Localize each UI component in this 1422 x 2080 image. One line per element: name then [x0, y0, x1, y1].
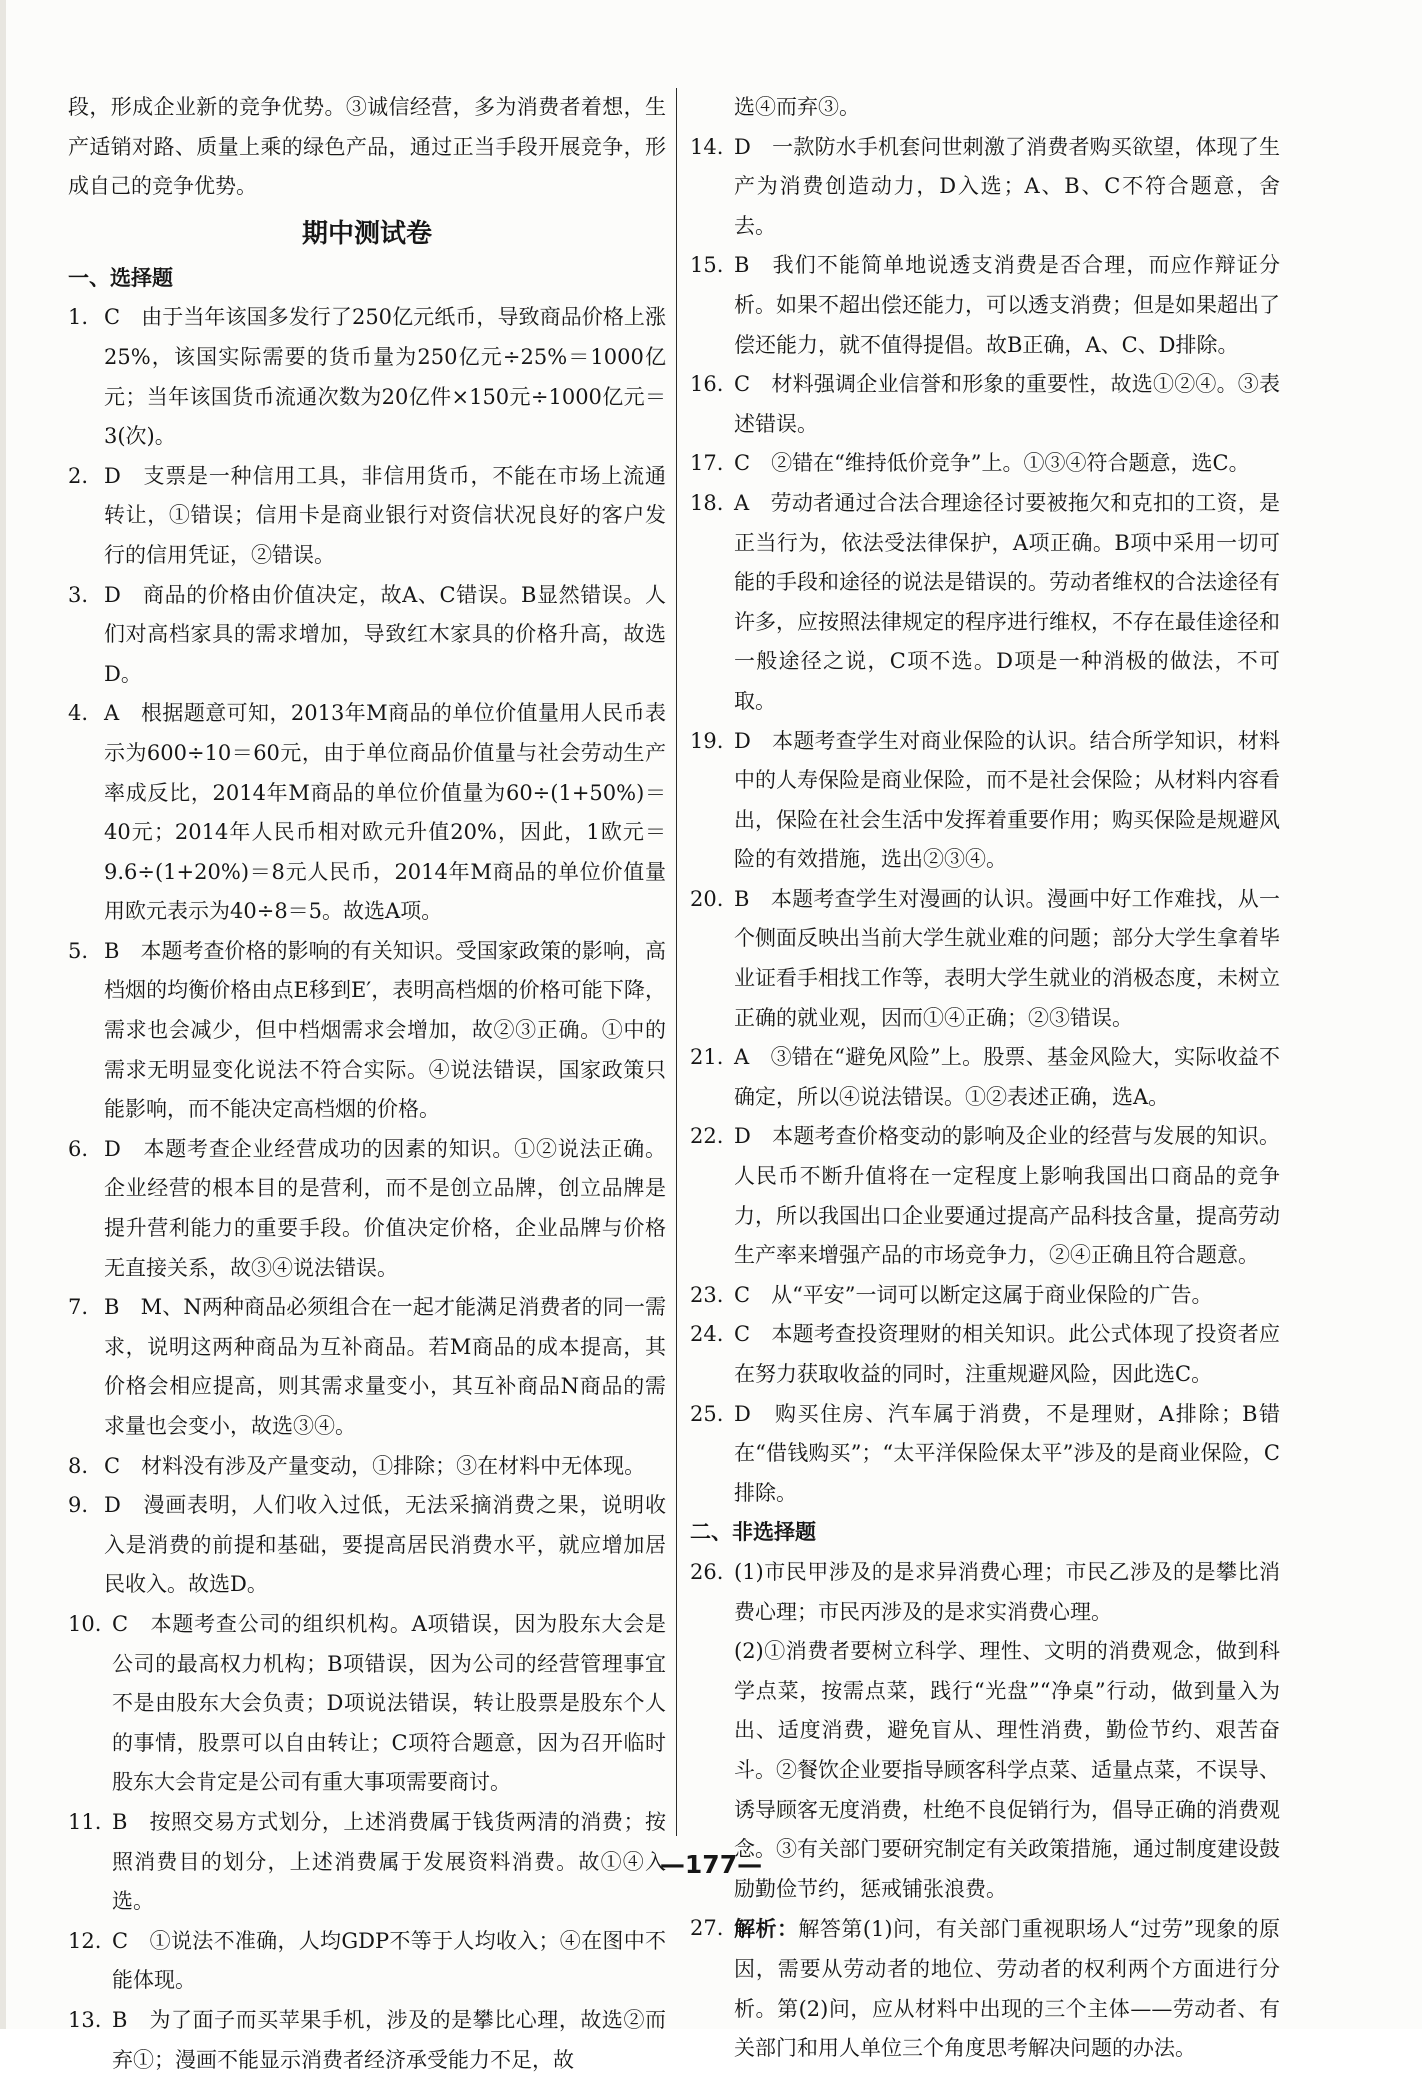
- answer-number: 4.: [68, 701, 89, 726]
- answer-text: C 本题考查公司的组织机构。A项错误，因为股东大会是公司的最高权力机构；B项错误，因为公司的经营管理事宜不是由股东大会负责；D项说法错误，转让股票是股东个人的事情，股票可以自由转让；C项符合题意，因为召开临时股东大会肯定是公司有重大事项需要商讨。: [112, 1611, 666, 1795]
- answer-item: [68, 694, 666, 932]
- intro-text: 段，形成企业新的竞争优势。③诚信经营，多为消费者着想，生产适销对路、质量上乘的绿色产品，通过正当手段开展竞争，形成自己的竞争优势。: [68, 95, 666, 199]
- analysis-label: 解析：: [734, 1916, 799, 1942]
- answer-number: 17.: [690, 451, 724, 476]
- answer-text: D 购买住房、汽车属于消费，不是理财，A排除；B错在“借钱购买”；“太平洋保险保太平”涉及的是商业保险，C排除。: [734, 1401, 1280, 1505]
- answer-number: 13.: [68, 2007, 102, 2032]
- answer-item: [68, 2001, 666, 2080]
- answer-text: B 本题考查价格的影响的有关知识。受国家政策的影响，高档烟的均衡价格由点E移到E′，表明高档烟的价格可能下降，需求也会减少，但中档烟需求会增加，故②③正确。①中的需求无明显变化说法不符合实际。④说法错误，国家政策只能影响，而不能决定高档烟的价格。: [104, 938, 666, 1122]
- answer-number: 24.: [690, 1322, 724, 1347]
- answer-number: 20.: [690, 886, 724, 911]
- answer-item: [68, 932, 666, 1130]
- answer-item: [68, 298, 666, 456]
- left-column: [68, 88, 666, 2080]
- answer-text: A 根据题意可知，2013年M商品的单位价值量用人民币表示为600÷10＝60元，由于单位商品价值量与社会劳动生产率成反比，2014年M商品的单位价值量为60÷(1+50%)＝40元；2014年人民币相对欧元升值20%，因此，1欧元＝9.6÷(1+20%)＝8元人民币，2014年M商品的单位价值量用欧元表示为40÷8＝5。故选A项。: [104, 701, 666, 924]
- answer-item: [690, 1315, 1280, 1394]
- answer-item: [690, 1276, 1280, 1316]
- answer-item: [690, 246, 1280, 365]
- answer-item: [690, 365, 1280, 444]
- answer-item: [690, 444, 1280, 484]
- answer-text: D 本题考查价格变动的影响及企业的经营与发展的知识。人民币不断升值将在一定程度上影响我国出口商品的竞争力，所以我国出口企业要通过提高产品科技含量，提高劳动生产率来增强产品的市场竞争力，②④正确且符合题意。: [734, 1124, 1280, 1268]
- answer-text: D 本题考查学生对商业保险的认识。结合所学知识，材料中的人寿保险是商业保险，而不是社会保险；从材料内容看出，保险在社会生活中发挥着重要作用；购买保险是规避风险的有效措施，选出②③④。: [734, 728, 1280, 872]
- answer-text: D 一款防水手机套问世刺激了消费者购买欲望，体现了生产为消费创造动力，D入选；A、B、C不符合题意，舍去。: [734, 134, 1280, 238]
- answer-text: B 本题考查学生对漫画的认识。漫画中好工作难找，从一个侧面反映出当前大学生就业难的问题；部分大学生拿着毕业证看手相找工作等，表明大学生就业的消极态度，未树立正确的就业观，因而①④正确；②③错误。: [734, 886, 1280, 1030]
- right-column: [690, 88, 1280, 2069]
- answer-item: [68, 1130, 666, 1288]
- answer-number: 12.: [68, 1928, 102, 1953]
- answer-number: 11.: [68, 1809, 102, 1834]
- answer-number: 21.: [690, 1045, 724, 1070]
- answer-number: 15.: [690, 253, 724, 278]
- answer-item: [690, 128, 1280, 247]
- answer-number: 23.: [690, 1282, 724, 1307]
- answer-item: [68, 457, 666, 576]
- answer-text: C ①说法不准确，人均GDP不等于人均收入；④在图中不能体现。: [112, 1928, 666, 1993]
- answer-number: 14.: [690, 134, 724, 159]
- answer-item: [690, 880, 1280, 1038]
- answer-item: [690, 484, 1280, 722]
- answer-number: 9.: [68, 1493, 89, 1518]
- answer-text: B 按照交易方式划分，上述消费属于钱货两清的消费；按照消费目的划分，上述消费属于发展资料消费。故①④入选。: [112, 1809, 666, 1914]
- answer-item: [68, 1288, 666, 1446]
- answer-item: [68, 1605, 666, 1803]
- answer-item: [690, 1395, 1280, 1514]
- left-answer-list: [68, 298, 666, 2080]
- continuation-item: [690, 88, 1280, 128]
- answer-text: C 材料强调企业信誉和形象的重要性，故选①②④。③表述错误。: [734, 372, 1280, 436]
- answer-text: A ③错在“避免风险”上。股票、基金风险大，实际收益不确定，所以④说法错误。①②表述正确，选A。: [734, 1045, 1280, 1109]
- answer-text: B 我们不能简单地说透支消费是否合理，而应作辩证分析。如果不超出偿还能力，可以透支消费；但是如果超出了偿还能力，就不值得提倡。故B正确，A、C、D排除。: [734, 253, 1280, 357]
- answer-item: [68, 576, 666, 695]
- answer-item: [690, 1038, 1280, 1117]
- column-divider: [676, 88, 677, 1836]
- exam-title: 期中测试卷: [301, 218, 432, 249]
- answer-text: C 由于当年该国多发行了250亿元纸币，导致商品价格上涨25%，该国实际需要的货币量为250亿元÷25%＝1000亿元；当年该国货币流通次数为20亿件×150元÷1000亿元＝3(次)。: [104, 305, 666, 449]
- answer-number: 7.: [68, 1295, 89, 1320]
- answer-26-part1: (1)市民甲涉及的是求异消费心理；市民乙涉及的是攀比消费心理；市民丙涉及的是求实消费心理。: [734, 1559, 1280, 1624]
- answer-number: 18.: [690, 490, 724, 515]
- page-number: —177—: [659, 1850, 763, 1879]
- answer-number: 10.: [68, 1611, 102, 1636]
- continuation-text: 选④而弃③。: [734, 95, 860, 119]
- answer-number: 25.: [690, 1401, 724, 1426]
- answer-text: D 本题考查企业经营成功的因素的知识。①②说法正确。企业经营的根本目的是营利，而不是创立品牌，创立品牌是提升营利能力的重要手段。价值决定价格，企业品牌与价格无直接关系，故③④说法错误。: [104, 1136, 666, 1280]
- answer-number: 3.: [68, 582, 89, 607]
- answer-number: 1.: [68, 305, 89, 330]
- answer-text: D 漫画表明，人们收入过低，无法采摘消费之果，说明收入是消费的前提和基础，要提高居民消费水平，就应增加居民收入。故选D。: [104, 1493, 666, 1597]
- section-heading-choice: 一、选择题: [68, 265, 173, 290]
- answer-number: 16.: [690, 372, 724, 397]
- answer-item: [68, 1486, 666, 1605]
- answer-text: B 为了面子而买苹果手机，涉及的是攀比心理，故选②而弃①；漫画不能显示消费者经济承受能力不足，故: [112, 2007, 666, 2072]
- answer-number: 5.: [68, 938, 89, 963]
- answer-text: C 本题考查投资理财的相关知识。此公式体现了投资者应在努力获取收益的同时，注重规避风险，因此选C。: [734, 1322, 1280, 1386]
- answer-text: C ②错在“维持低价竞争”上。①③④符合题意，选C。: [734, 451, 1250, 476]
- answer-number: 19.: [690, 728, 724, 753]
- answer-number: 8.: [68, 1453, 89, 1478]
- answer-text: C 从“平安”一词可以断定这属于商业保险的广告。: [734, 1282, 1213, 1307]
- answer-text: B M、N两种商品必须组合在一起才能满足消费者的同一需求，说明这两种商品为互补商品。若M商品的成本提高，其价格会相应提高，则其需求量变小，其互补商品N商品的需求量也会变小，故选③④。: [104, 1295, 666, 1438]
- answer-item: [690, 1117, 1280, 1275]
- answer-item-27: [690, 1909, 1280, 2068]
- answer-text: D 商品的价格由价值决定，故A、C错误。B显然错误。人们对高档家具的需求增加，导致红木家具的价格升高，故选D。: [104, 582, 666, 686]
- scan-edge: [0, 0, 6, 2029]
- answer-item: [68, 1922, 666, 2001]
- answer-number: 27.: [690, 1916, 724, 1941]
- answer-26-part2: (2)①消费者要树立科学、理性、文明的消费观念，做到科学点菜，按需点菜，践行“光盘”“净桌”行动，做到量入为出、适度消费，避免盲从、理性消费，勤俭节约、艰苦奋斗。②餐饮企业要指导顾客科学点菜、适量点菜，不误导、诱导顾客无度消费，杜绝不良促销行为，倡导正确的消费观念。③有关部门要研究制定有关政策措施，通过制度建设鼓励勤俭节约，惩戒铺张浪费。: [734, 1639, 1280, 1901]
- answer-number: 6.: [68, 1136, 89, 1161]
- answer-number: 22.: [690, 1124, 724, 1149]
- right-answer-list: [690, 128, 1280, 1514]
- section-heading-nonchoice: 二、非选择题: [690, 1520, 816, 1545]
- answer-text: A 劳动者通过合法合理途径讨要被拖欠和克扣的工资，是正当行为，依法受法律保护，A项正确。B项中采用一切可能的手段和途径的说法是错误的。劳动者维权的合法途径有许多，应按照法律规定的程序进行维权，不存在最佳途径和一般途径之说，C项不选。D项是一种消极的做法，不可取。: [734, 490, 1280, 713]
- answer-number: 26.: [690, 1559, 724, 1584]
- answer-27-text: 解答第(1)问，有关部门重视职场人“过劳”现象的原因，需要从劳动者的地位、劳动者的权利两个方面进行分析。第(2)问，应从材料中出现的三个主体——劳动者、有关部门和用人单位三个角度思考解决问题的办法。: [734, 1917, 1281, 2061]
- answer-item: [68, 1447, 666, 1487]
- answer-number: 2.: [68, 463, 89, 488]
- answer-text: D 支票是一种信用工具，非信用货币，不能在市场上流通转让，①错误；信用卡是商业银行对资信状况良好的客户发行的信用凭证，②错误。: [104, 463, 666, 567]
- answer-text: C 材料没有涉及产量变动，①排除；③在材料中无体现。: [104, 1453, 646, 1478]
- answer-item: [690, 722, 1280, 880]
